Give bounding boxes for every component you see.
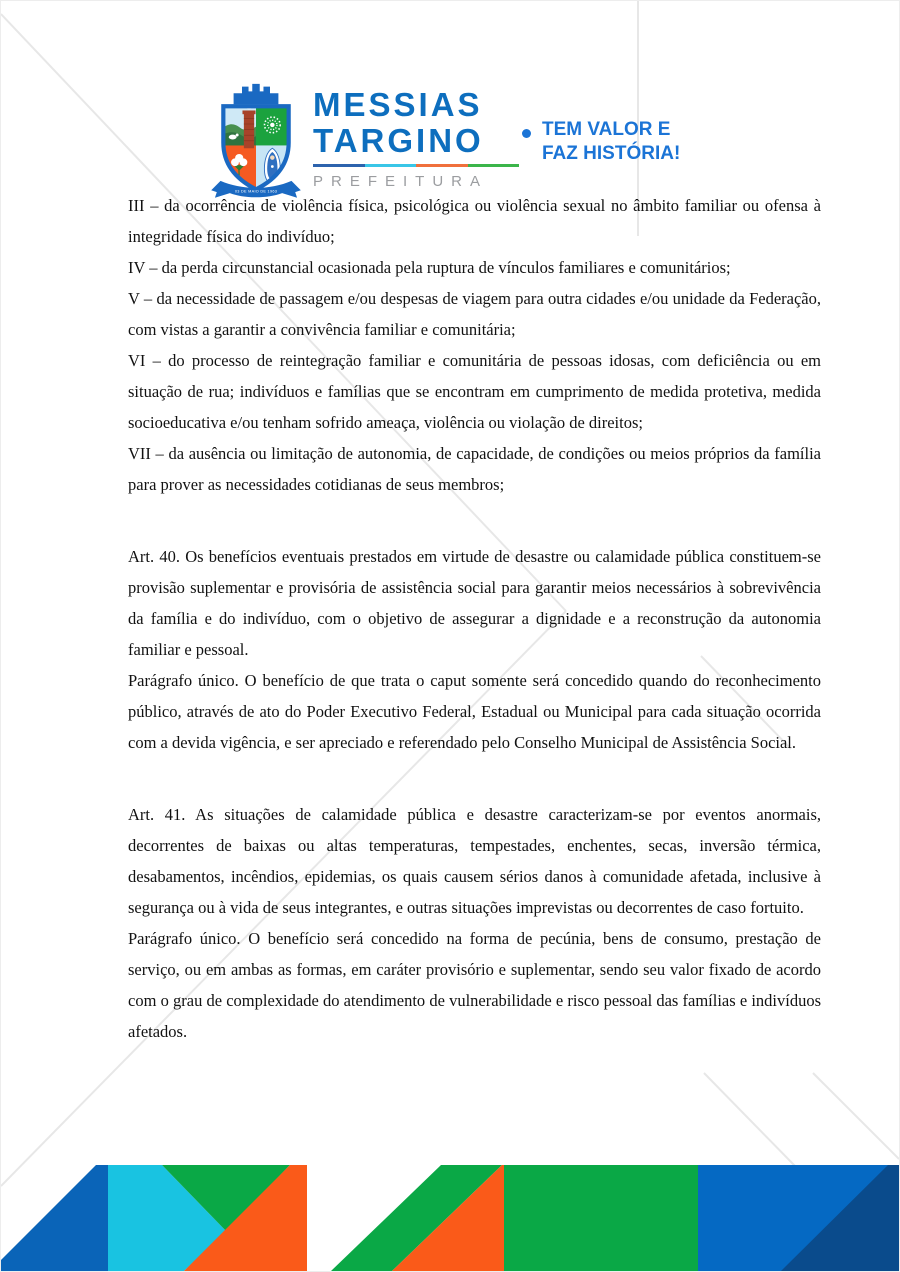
- dot-separator-icon: [522, 129, 531, 138]
- slogan: [542, 118, 680, 166]
- brand-line-blue-segment: [313, 164, 365, 167]
- paragraph-par-unico-41: Parágrafo único. O benefício será concedido na forma de pecúnia, bens de consumo, prestação de serviço, ou em ambas as formas, em caráter provisório e suplementar, sendo seu valor fixado de acordo com o grau de complexidade do atendimento de vulnerabilidade e risco pessoal das famílias e indivíduos afetados.: [128, 929, 821, 1041]
- paragraph-item-vi: VI – do processo de reintegração familiar e comunitária de pessoas idosas, com deficiência ou em situação de rua; indivíduos e famílias que se encontram em cumprimento de medida protetiva, medida socioeducativa e/ou tenham sofrido ameaça, violência ou violação de direitos;: [128, 351, 821, 432]
- brand-line-cyan-segment: [365, 164, 417, 167]
- paragraph-item-v: V – da necessidade de passagem e/ou despesas de viagem para outra cidades e/ou unidade da Federação, com vistas a garantir a convivência familiar e comunitária;: [128, 289, 821, 339]
- footer-right-green-rect-shape: [504, 1165, 698, 1271]
- slogan-line2: FAZ HISTÓRIA!: [542, 143, 681, 164]
- logo-name-line2: TARGINO: [313, 122, 484, 159]
- coat-of-arms-icon: [200, 75, 312, 201]
- footer-decoration: [1, 1165, 900, 1271]
- brand-line-orange-segment: [416, 164, 468, 167]
- paragraph-item-iii: III – da ocorrência de violência física, psicológica ou violência sexual no âmbito familiar ou ofensa à integridade física do indivíduo;: [128, 196, 821, 246]
- crown-icon: [234, 84, 279, 105]
- paragraph-art-40: Art. 40. Os benefícios eventuais prestados em virtude de desastre ou calamidade pública constituem-se provisão suplementar e provisória de assistência social para garantir meios necessários à sobrevivência da família e do indivíduo, com o objetivo de assegurar a dignidade e a reconstrução da autonomia familiar e pessoal.: [128, 547, 821, 659]
- footer-left-blue-shape: [1, 1165, 108, 1271]
- slogan-line1: TEM VALOR E: [542, 119, 671, 140]
- paragraph-par-unico-40: Parágrafo único. O benefício de que trata o caput somente será concedido quando do reconhecimento público, através de ato do Poder Executivo Federal, Estadual ou Municipal para cada situação ocorrida com a devida vigência, e ser apreciado e referendado pelo Conselho Municipal de Assistência Social.: [128, 671, 821, 752]
- document-body: [128, 190, 821, 1047]
- logo-wordmark: [313, 87, 525, 190]
- paragraph-item-iv: IV – da perda circunstancial ocasionada pela ruptura de vínculos familiares e comunitários;: [128, 258, 731, 277]
- paragraph-art-41: Art. 41. As situações de calamidade pública e desastre caracterizam-se por eventos anormais, decorrentes de baixas ou altas temperaturas, tempestades, enchentes, secas, inversão térmica, desabamentos, incêndios, epidemias, os quais causem sérios danos à comunidade afetada, inclusive à segurança ou à vida de seus integrantes, e outras situações imprevistas ou decorrentes de caso fortuito.: [128, 805, 821, 917]
- logo-name-line1: MESSIAS: [313, 86, 483, 123]
- ribbon-text: 03 DE MAIO DE 1963: [234, 189, 278, 194]
- paragraph-item-vii: VII – da ausência ou limitação de autonomia, de capacidade, de condições ou meios próprios da família para prover as necessidades cotidianas de seus membros;: [128, 444, 821, 494]
- brand-color-line: [313, 164, 519, 167]
- prefeitura-label: PREFEITURA: [313, 173, 489, 190]
- header: [1, 1, 899, 211]
- brand-line-green-segment: [468, 164, 520, 167]
